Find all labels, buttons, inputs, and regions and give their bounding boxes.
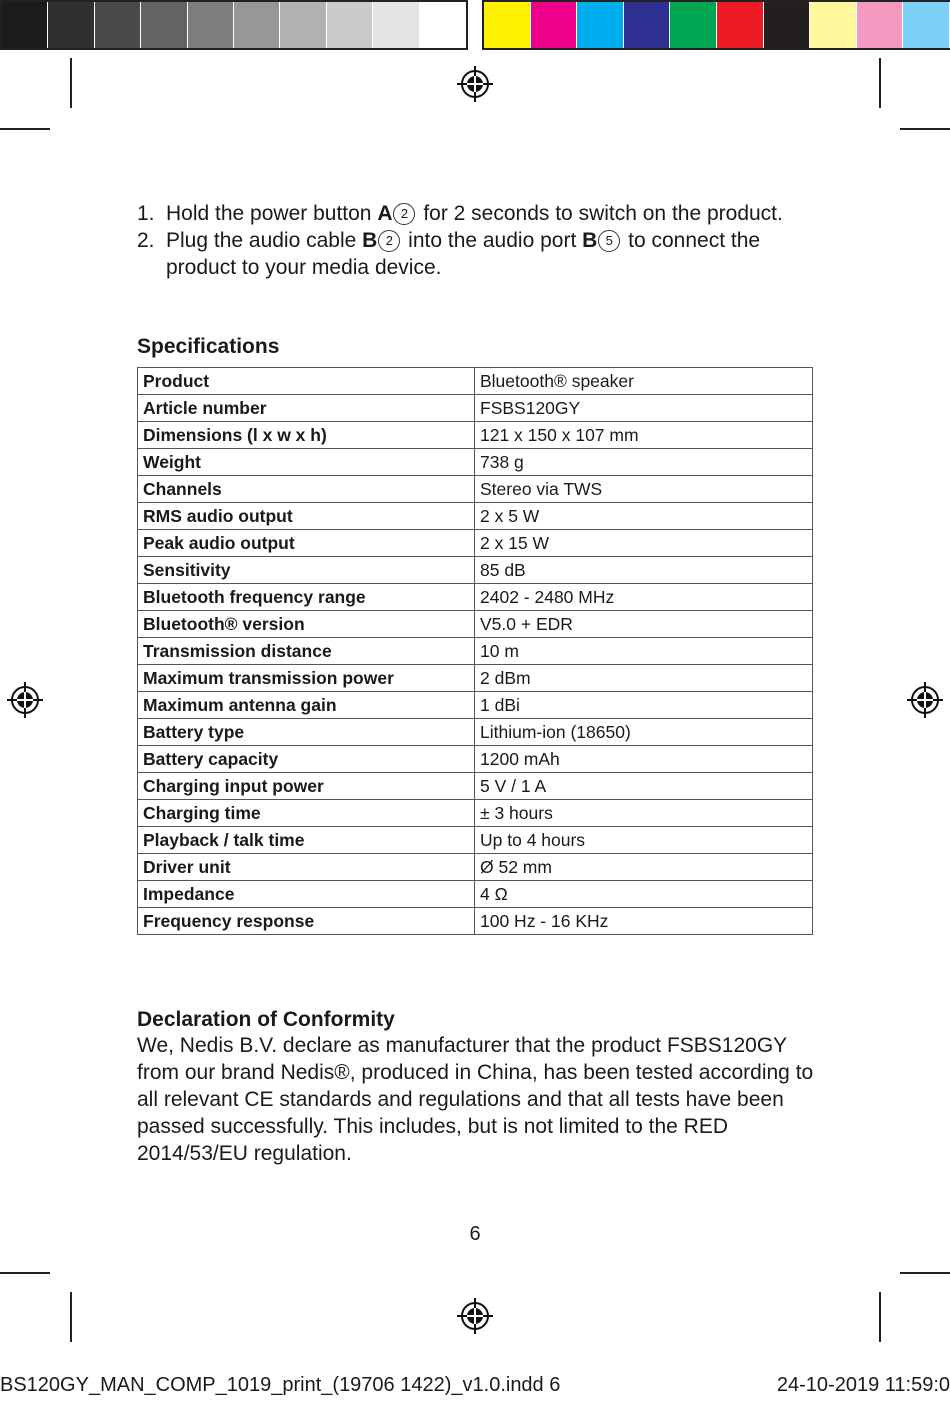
step-text: Plug the audio cable — [166, 229, 363, 252]
declaration-heading: Declaration of Conformity — [137, 1008, 395, 1031]
spec-row — [138, 746, 813, 773]
spec-row — [138, 611, 813, 638]
specifications-heading: Specifications — [137, 335, 280, 358]
crop-mark — [879, 1292, 881, 1342]
spec-value: 1 dBi — [475, 692, 813, 719]
spec-label: Driver unit — [138, 854, 475, 881]
declaration-section — [137, 1008, 827, 1167]
crop-mark — [0, 128, 50, 130]
spec-label: Playback / talk time — [138, 827, 475, 854]
spec-value: 2 x 15 W — [475, 530, 813, 557]
spec-row — [138, 881, 813, 908]
spec-value: FSBS120GY — [475, 395, 813, 422]
spec-label: Charging input power — [138, 773, 475, 800]
crop-mark — [0, 1272, 50, 1274]
spec-label: Product — [138, 368, 475, 395]
spec-value: 121 x 150 x 107 mm — [475, 422, 813, 449]
step-item — [137, 200, 813, 227]
spec-label: RMS audio output — [138, 503, 475, 530]
spec-row — [138, 449, 813, 476]
spec-row — [138, 422, 813, 449]
spec-value: 2 dBm — [475, 665, 813, 692]
spec-value: Stereo via TWS — [475, 476, 813, 503]
spec-value: 10 m — [475, 638, 813, 665]
spec-label: Maximum transmission power — [138, 665, 475, 692]
step-text: Hold the power button — [166, 202, 378, 225]
declaration-text: We, Nedis B.V. declare as manufacturer that the product FSBS120GY from our brand Nedis®, produced in China, has been tested according to all relevant CE standards and regulations and that all tests have been passed successfully. This includes, but is not limited to the RED 2014/53/EU regulation. — [137, 1034, 814, 1165]
gray-swatch — [48, 2, 94, 48]
circled-number: 5 — [598, 230, 620, 252]
gray-swatch — [234, 2, 280, 48]
circled-number: 2 — [393, 203, 415, 225]
ref-letter: B — [362, 229, 378, 252]
color-swatch — [764, 2, 811, 48]
spec-label: Frequency response — [138, 908, 475, 935]
crop-mark — [70, 1292, 72, 1342]
spec-row — [138, 719, 813, 746]
spec-row — [138, 638, 813, 665]
color-swatch — [810, 2, 857, 48]
spec-value: 100 Hz - 16 KHz — [475, 908, 813, 935]
circled-number: 2 — [378, 230, 400, 252]
spec-label: Channels — [138, 476, 475, 503]
spec-label: Battery type — [138, 719, 475, 746]
specifications-table — [137, 367, 813, 935]
spec-row — [138, 827, 813, 854]
color-swatch — [624, 2, 671, 48]
gray-swatch — [280, 2, 326, 48]
spec-value: 1200 mAh — [475, 746, 813, 773]
spec-label: Impedance — [138, 881, 475, 908]
spec-label: Article number — [138, 395, 475, 422]
registration-mark-icon — [455, 64, 495, 104]
spec-row — [138, 530, 813, 557]
spec-row — [138, 584, 813, 611]
instructions — [137, 200, 813, 281]
spec-value: Bluetooth® speaker — [475, 368, 813, 395]
spec-value: 5 V / 1 A — [475, 773, 813, 800]
crop-mark — [70, 58, 72, 108]
spec-row — [138, 908, 813, 935]
registration-mark-icon — [5, 680, 45, 720]
gray-swatch — [327, 2, 373, 48]
grayscale-calibration-bar — [0, 0, 468, 50]
spec-row — [138, 395, 813, 422]
page-number: 6 — [469, 1223, 481, 1245]
gray-swatch — [420, 2, 466, 48]
spec-label: Weight — [138, 449, 475, 476]
spec-value: ± 3 hours — [475, 800, 813, 827]
spec-label: Battery capacity — [138, 746, 475, 773]
gray-swatch — [95, 2, 141, 48]
step-number: 2. — [137, 229, 155, 252]
color-swatch — [531, 2, 578, 48]
spec-label: Bluetooth® version — [138, 611, 475, 638]
spec-value: Up to 4 hours — [475, 827, 813, 854]
color-calibration-bar — [482, 0, 950, 50]
spec-value: V5.0 + EDR — [475, 611, 813, 638]
gray-swatch — [373, 2, 419, 48]
spec-row — [138, 368, 813, 395]
color-swatch — [903, 2, 950, 48]
step-text: for 2 seconds to switch on the product. — [417, 202, 783, 225]
spec-label: Transmission distance — [138, 638, 475, 665]
spec-label: Peak audio output — [138, 530, 475, 557]
ref-letter: A — [377, 202, 393, 225]
step-text: into the audio port — [402, 229, 583, 252]
spec-row — [138, 503, 813, 530]
spec-value: 2402 - 2480 MHz — [475, 584, 813, 611]
spec-row — [138, 476, 813, 503]
spec-row — [138, 557, 813, 584]
crop-mark — [879, 58, 881, 108]
footer-filename: BS120GY_MAN_COMP_1019_print_(19706 1422)_v1.0.indd 6 — [0, 1374, 561, 1396]
footer-timestamp: 24-10-2019 11:59:0 — [776, 1374, 950, 1396]
spec-value: 85 dB — [475, 557, 813, 584]
spec-row — [138, 692, 813, 719]
gray-swatch — [188, 2, 234, 48]
color-swatch — [717, 2, 764, 48]
spec-row — [138, 773, 813, 800]
registration-mark-icon — [905, 680, 945, 720]
color-swatch — [670, 2, 717, 48]
ref-letter: B — [582, 229, 598, 252]
spec-label: Dimensions (l x w x h) — [138, 422, 475, 449]
spec-row — [138, 854, 813, 881]
spec-label: Sensitivity — [138, 557, 475, 584]
spec-value: 4 Ω — [475, 881, 813, 908]
registration-mark-icon — [455, 1296, 495, 1336]
spec-label: Maximum antenna gain — [138, 692, 475, 719]
color-swatch — [577, 2, 624, 48]
crop-mark — [900, 1272, 950, 1274]
step-item — [137, 227, 813, 281]
spec-value: 738 g — [475, 449, 813, 476]
gray-swatch — [2, 2, 48, 48]
spec-row — [138, 800, 813, 827]
step-text: to connect the product to your media device. — [166, 229, 761, 279]
gray-swatch — [141, 2, 187, 48]
color-swatch — [857, 2, 904, 48]
spec-value: Lithium-ion (18650) — [475, 719, 813, 746]
spec-row — [138, 665, 813, 692]
spec-value: Ø 52 mm — [475, 854, 813, 881]
color-swatch — [484, 2, 531, 48]
spec-value: 2 x 5 W — [475, 503, 813, 530]
spec-label: Bluetooth frequency range — [138, 584, 475, 611]
crop-mark — [900, 128, 950, 130]
spec-label: Charging time — [138, 800, 475, 827]
step-list — [137, 200, 813, 281]
step-number: 1. — [137, 202, 155, 225]
